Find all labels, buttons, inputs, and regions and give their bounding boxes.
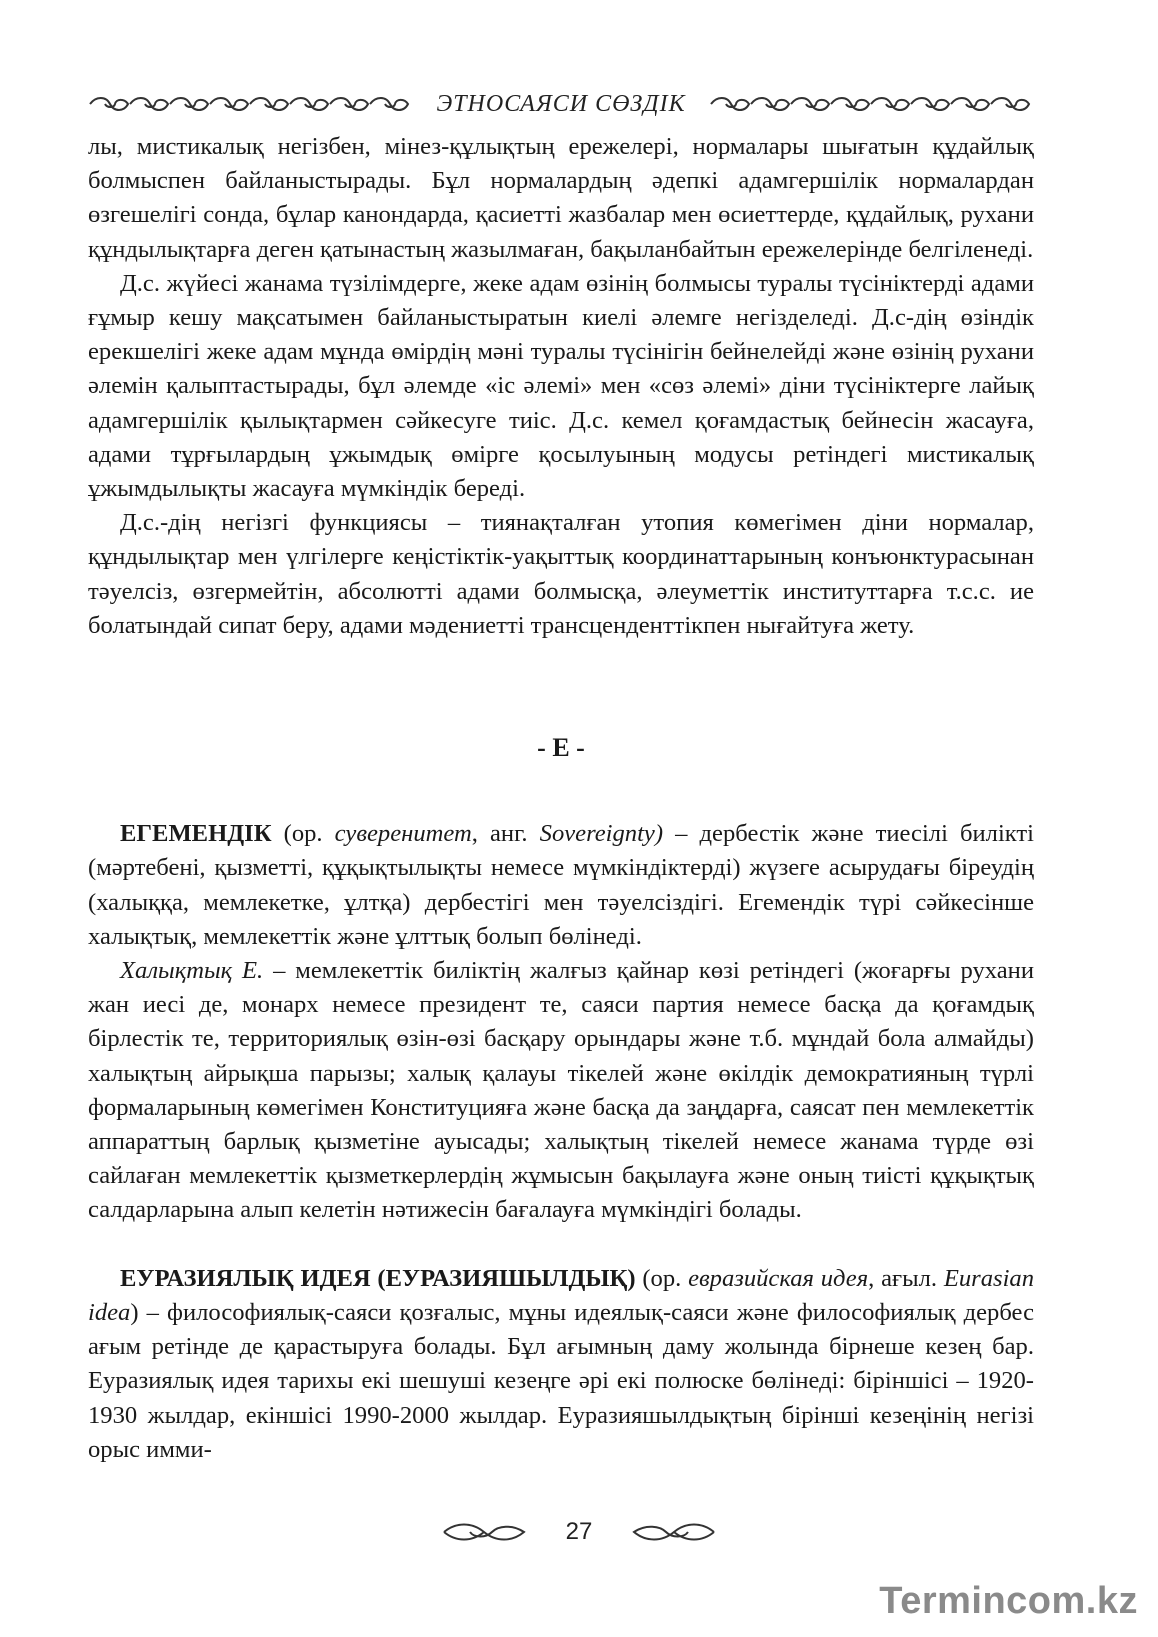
- entry-text: (ор.: [271, 820, 335, 848]
- entry-definition: – дербестік және тиесілі билікті (мәртебені, қызметті, құқықтылықты немесе мүмкіндіктерді) жүзеге асырудағы біреудің (халыққа, мемлекетке, ұлтқа) дербестігі мен тәуелсіздігі. Егемендік түрі сәйкесінше халықтық, мемлекеттік және ұлттық болып бөлінеді.: [88, 820, 1034, 950]
- entry-eurasian-idea: [88, 1262, 1034, 1467]
- entry-english-term: Sovereignty): [539, 820, 664, 848]
- left-header-ornament-icon: [88, 93, 413, 115]
- entry-headword: ЕГЕМЕНДІК: [120, 820, 272, 848]
- entry-definition: ) – философиялық-саяси қозғалыс, мұны идеялық-саяси және философиялық дербес ағым ретінде де қарастыруға болады. Бұл ағымның даму жолында бірнеше кезең бар. Еуразиялық идея тарихы екі шешуші кезеңге әрі екі полюске бөлінеді: біріншісі – 1920-1930 жылдар, екіншісі 1990-2000 жылдар. Еуразияшылдықтың бірінші кезеңінің негізі орыс имми-: [88, 1298, 1034, 1463]
- right-header-ornament-icon: [709, 93, 1034, 115]
- entry-text: , анг.: [471, 820, 540, 848]
- section-letter-e: - Е -: [537, 733, 585, 763]
- subentry-definition: – мемлекеттік биліктің жалғыз қайнар көзі ретіндегі (жоғарғы рухани жан иесі де, монарх немесе президент те, саяси партия немесе басқа да қоғамдық бірлестік те, территориялық өзін-өзі басқару орындары және т.б. мұндай бола алмайды) халықтың айрықша парызы; халық қалауы тікелей және өкілдік демократияның түрлі формаларының көмегімен Конституцияға және басқа да заңдарға, саясат пен мемлекеттік аппараттың барлық қызметіне ауысады; халықтың тікелей немесе жанама түрде өзі сайлаған мемлекеттік қызметкерлердің жұмысын бақылауға және оның тиісті құқықтық салдарларына алып келетін нәтижесін бағалауға мүмкіндігі болады.: [88, 957, 1034, 1224]
- entry-egemendik: [88, 817, 1034, 954]
- right-footer-ornament-icon: [632, 1520, 716, 1544]
- entry-egemendik-sub: [88, 954, 1034, 1228]
- entry-russian-term: евразийская идея: [688, 1264, 869, 1292]
- header-title: ЭТНОСАЯСИ СӨЗДІК: [436, 90, 686, 117]
- running-header: [88, 84, 1034, 124]
- left-footer-ornament-icon: [442, 1520, 526, 1544]
- entry-text: , ағыл.: [868, 1264, 944, 1292]
- entry-russian-term: суверенитет: [334, 820, 472, 848]
- page-number: 27: [565, 1518, 593, 1545]
- entry-english-term: Eurasian idea: [88, 1264, 1035, 1326]
- paragraph-ds-system: Д.с. жүйесі жанама түзілімдерге, жеке адам өзінің болмысы туралы түсініктерді адами ғұмыр кешу мақсатымен байланыстыратын киелі әлемге негізделеді. Д.с-дің өзіндік ерекшелігі жеке адам мұнда өмірдің мәні туралы түсінігін бейнелейді және өзінің рухани әлемін қалыптастырады, бұл әлемде «іс әлемі» мен «сөз әлемі» діни түсініктерге лайық адамгершілік қылықтармен сәйкесуге тиіс. Д.с. кемел қоғамдастық бейнесін жасауға, адами тұрғылардың ұжымдық өмірге қосылуының модусы ретіндегі мистикалық ұжымдылықты жасауға мүмкіндік береді.: [88, 269, 1034, 503]
- entry-headword: ЕУРАЗИЯЛЫҚ ИДЕЯ (ЕУРАЗИЯШЫЛДЫҚ): [120, 1264, 636, 1292]
- entry-text: (ор.: [635, 1264, 689, 1292]
- subentry-headword: Халықтық Е.: [120, 957, 264, 985]
- page-body: [88, 130, 1034, 1467]
- paragraph-ds-function: Д.с.-дің негізгі функциясы – тиянақталған утопия көмегімен діни нормалар, құндылықтар мен үлгілерге кеңістіктік-уақыттық координаттарының конъюнктурасынан тәуелсіз, өзгермейтін, абсолютті адами болмысқа, әлеуметтік институттарға т.с.с. ие болатындай сипат беру, адами мәдениетті трансценденттікпен нығайтуға жету.: [88, 509, 1034, 639]
- paragraph-continuation: лы, мистикалық негізбен, мінез-құлықтың ережелері, нормалары шығатын құдайлық болмыспен байланыстырады. Бұл нормалардың әдепкі адамгершілік нормалардан өзгешелігі сонда, бұлар канондарда, қасиетті жазбалар мен өсиеттерде, құдайлық, рухани құндылықтарға деген қатынастың жазылмаған, бақыланбайтын ережелерінде белгіленеді.: [88, 133, 1034, 263]
- site-watermark: Termincom.kz: [879, 1580, 1138, 1622]
- page-footer: [0, 1512, 1158, 1552]
